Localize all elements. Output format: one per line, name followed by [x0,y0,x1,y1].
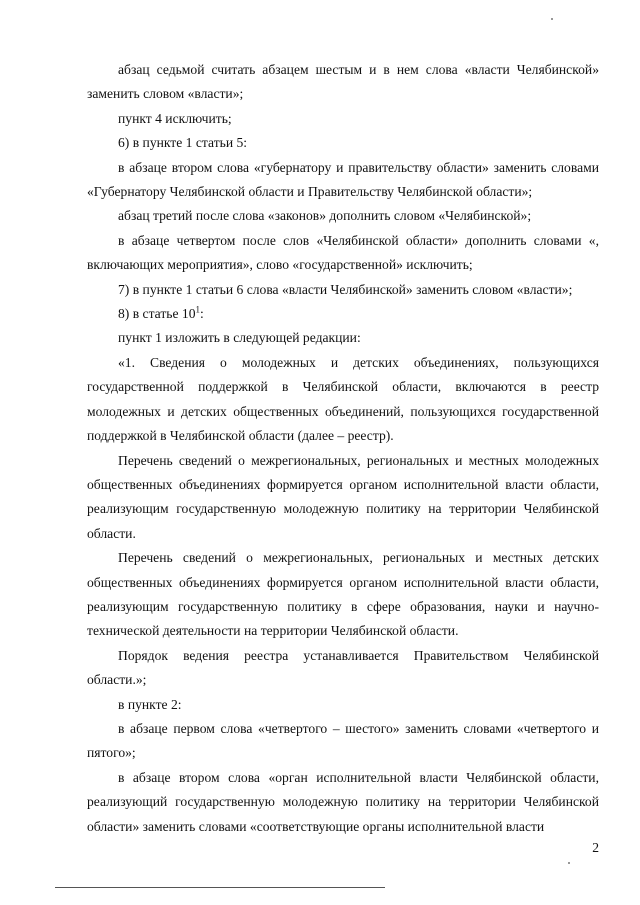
paragraph: «1. Сведения о молодежных и детских объединениях, пользующихся государственной поддержкой в Челябинской области, включаются в реестр молодежных и детских общественных объединений, пользующихся государственной поддержкой в Челябинской области (далее – реестр). [87,354,599,444]
paragraph: Порядок ведения реестра устанавливается Правительством Челябинской области.»; [87,647,599,688]
article-item-superscript: 1 [195,304,201,315]
paragraph: Перечень сведений о межрегиональных, региональных и местных молодежных общественных объединениях формируется органом исполнительной власти области, реализующим государственную молодежную политику на территории Челябинской области. [87,452,599,541]
document-body [87,58,599,839]
paragraph: в пункте 2: [118,696,182,712]
paragraph: Перечень сведений о межрегиональных, региональных и местных детских общественных объединениях формируется органом исполнительной власти области, реализующим государственную политику в сфере образования, науки и научно-технической деятельности на территории Челябинской области. [87,550,599,639]
paragraph: пункт 4 исключить; [118,110,232,126]
paragraph: пункт 1 изложить в следующей редакции: [118,330,361,346]
paragraph: абзац третий после слова «законов» дополнить словом «Челябинской»; [118,208,532,224]
paragraph: в абзаце первом слова «четвертого – шестого» заменить словами «четвертого и пятого»; [87,720,599,761]
scan-edge-line [55,887,385,888]
paragraph: в абзаце втором слова «губернатору и правительству области» заменить словами «Губернатору Челябинской области и Правительству Челябинской области»; [87,159,599,200]
paragraph: 7) в пункте 1 статьи 6 слова «власти Челябинской» заменить словом «власти»; [118,281,573,297]
article-item-suffix: : [200,306,204,322]
paragraph: в абзаце четвертом после слов «Челябинской области» дополнить словами «, включающих мероприятия», слово «государственной» исключить; [87,232,599,273]
paragraph: в абзаце втором слова «орган исполнительной власти Челябинской области, реализующий государственную молодежную политику на территории Челябинской области» заменить словами «соответствующие органы исполнительной власти [87,769,599,834]
page-number: 2 [592,840,599,855]
scan-speck [551,18,553,20]
paragraph: 6) в пункте 1 статьи 5: [118,135,248,151]
scan-speck [568,862,570,864]
article-item-prefix: 8) в статье 10 [118,306,196,322]
article-item-paragraph [87,302,599,326]
paragraph: абзац седьмой считать абзацем шестым и в нем слова «власти Челябинской» заменить словом «власти»; [87,62,599,102]
